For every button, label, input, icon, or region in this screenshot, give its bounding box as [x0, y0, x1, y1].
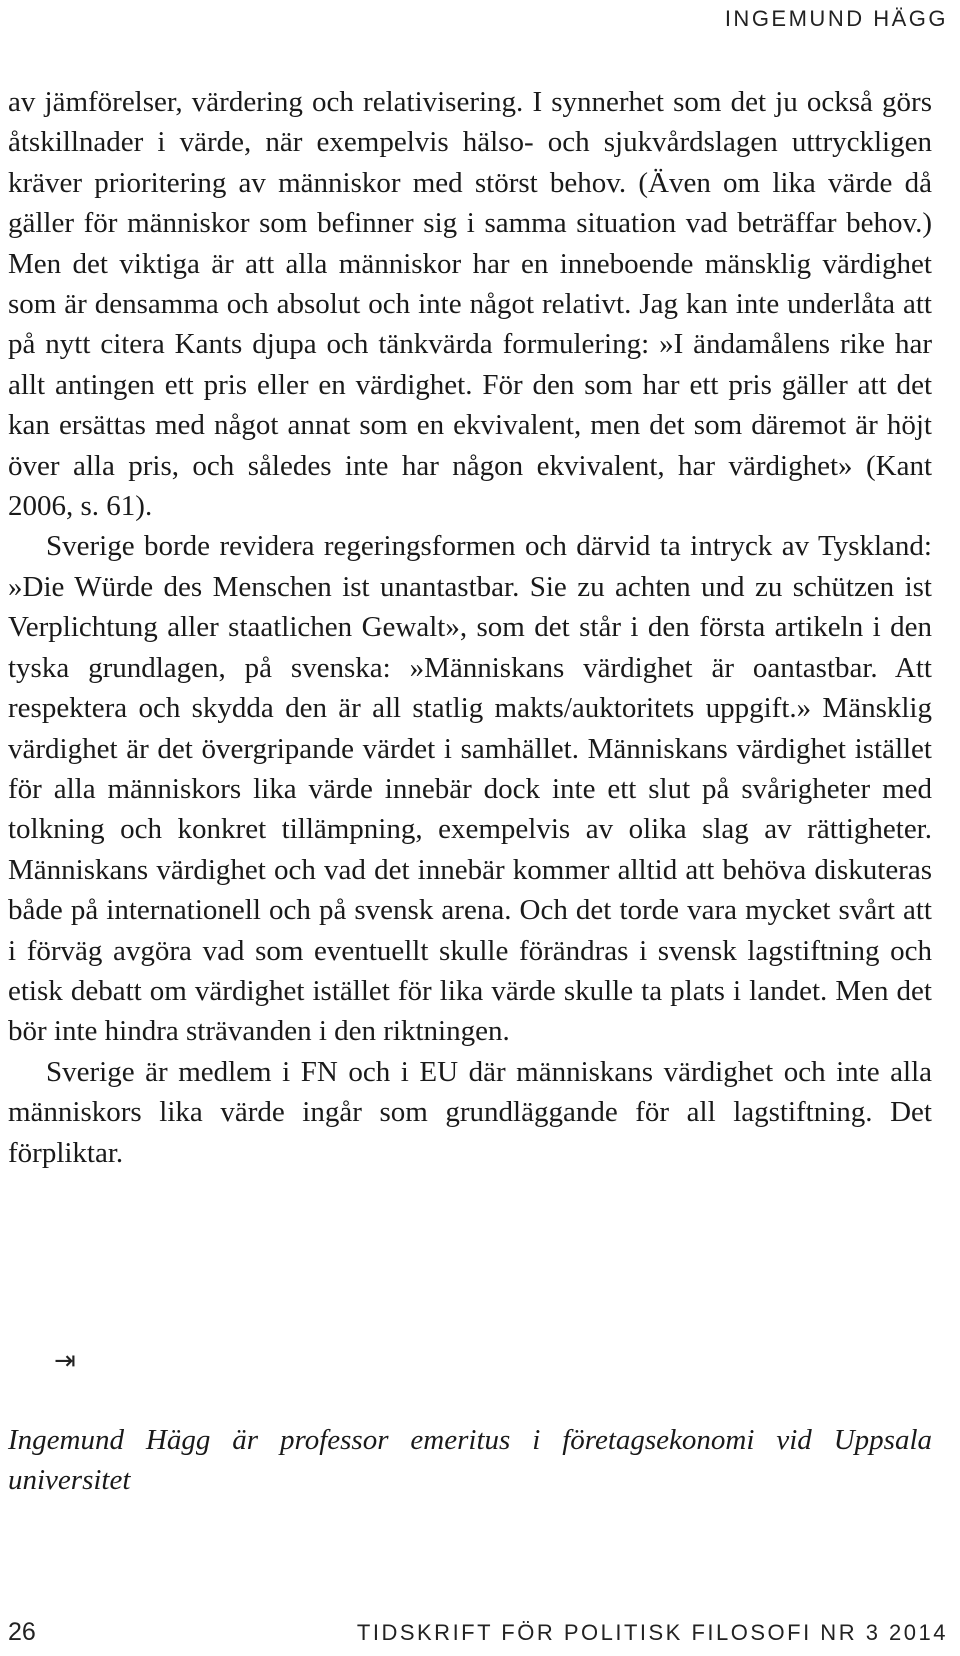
paragraph: av jämförelser, värdering och relativisering. I synnerhet som det ju också görs åtskillnader i värde, när exempelvis hälso- och sjukvårdslagen uttryckligen kräver prioritering av människor med störst behov. (Även om lika värde då gäller för människor som befinner sig i samma situation vad beträffar behov.) Men det viktiga är att alla människor har en inneboende mänsklig värdighet som är densamma och absolut och inte något relativt. Jag kan inte underlåta att på nytt citera Kants djupa och tänkvärda formulering: »I ändamålens rike har allt antingen ett pris eller en värdighet. För den som har ett pris gäller att det kan ersättas med något annat som en ekvivalent, men det som däremot är höjt över alla pris, och således inte har någon ekvivalent, har värdighet» (Kant 2006, s. 61).	[8, 86, 932, 523]
paragraph: Sverige borde revidera regeringsformen och därvid ta intryck av Tyskland: »Die Würde des Menschen ist unantastbar. Sie zu achten und zu schützen ist Verplichtung aller staatlichen Gewalt», som det står i den första artikeln i den tyska grundlagen, på svenska: »Människans värdighet är oantastbar. Att respektera och skydda den är all statlig makts/auktoritets uppgift.» Mänsklig värdighet är det övergripande värdet i samhället. Människans värdighet istället för alla människors lika värde innebär dock inte ett slut på svårigheter med tolkning och konkret tillämpning, exempelvis av olika slag av rättigheter. Människans värdighet och vad det innebär kommer alltid att behöva diskuteras både på internationell och på svensk arena. Och det torde vara mycket svårt att i förväg avgöra vad som eventuellt skulle förändras i svensk lagstiftning och etisk debatt om värdighet istället för lika värde skulle ta plats i landet. Men det bör inte hindra strävanden i den riktningen.	[8, 530, 932, 1048]
article-body	[8, 82, 932, 1173]
paragraph: Sverige är medlem i FN och i EU där människans värdighet och inte alla människors lika värde ingår som grundläggande för all lagstiftning. Det förpliktar.	[8, 1055, 932, 1169]
end-of-article-icon: ⇥	[54, 1346, 76, 1376]
running-head: INGEMUND HÄGG	[724, 6, 948, 31]
journal-footer: TIDSKRIFT FÖR POLITISK FILOSOFI NR 3 2014	[356, 1620, 948, 1645]
page-number: 26	[8, 1618, 36, 1646]
author-byline: Ingemund Hägg är professor emeritus i företagsekonomi vid Uppsala universitet	[8, 1424, 932, 1496]
